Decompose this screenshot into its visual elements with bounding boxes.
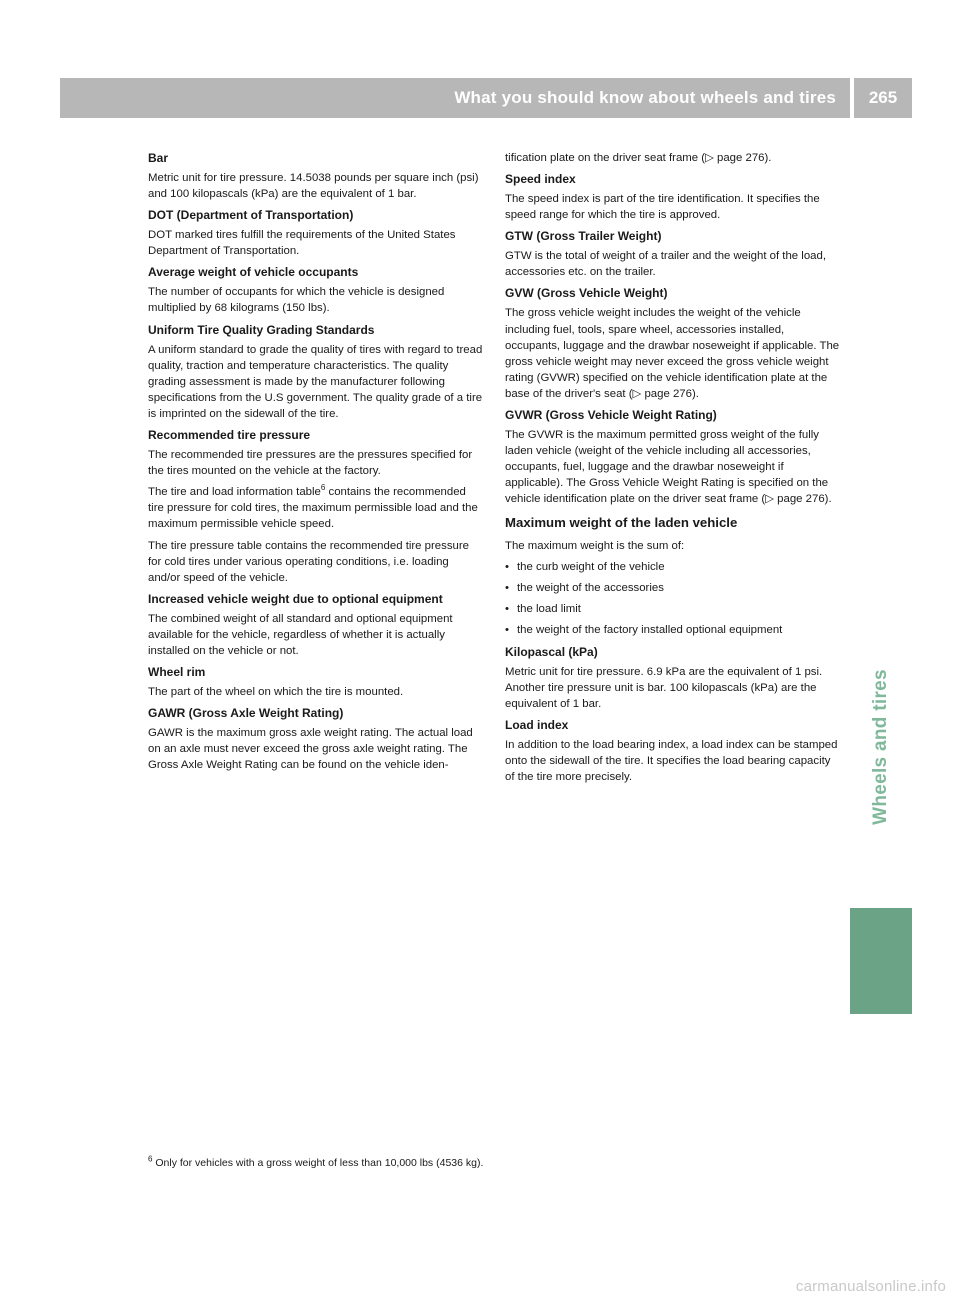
section-side-tab: [850, 586, 912, 1014]
term-definition: The GVWR is the maximum permitted gross weight of the fully laden vehicle (weight of the vehicle including all accessories, occupants, fuel, luggage and the drawbar noseweight if applicable). The Gross Vehicle Weight Rating is specified on the vehicle identification plate on the driver seat frame (▷ page 276).: [505, 429, 832, 506]
term-definition: GAWR is the maximum gross axle weight rating. The actual load on an axle must never exceed the gross axle weight rating. The Gross Axle Weight Rating can be found on the vehicle iden-: [148, 727, 473, 772]
footnote-ref: 6: [320, 483, 326, 493]
term-heading: Increased vehicle weight due to optional equipment: [148, 591, 443, 606]
side-tab-label-box: [850, 586, 912, 908]
footnote-marker: 6: [148, 1154, 153, 1164]
term-heading: Uniform Tire Quality Grading Standards: [148, 322, 375, 337]
footnote: [148, 1156, 848, 1170]
header-band: [60, 78, 960, 118]
right-column: [505, 150, 841, 791]
term-definition: GTW is the total of weight of a trailer and the weight of the load, accessories etc. on the trailer.: [505, 250, 827, 279]
term-definition: A uniform standard to grade the quality of tires with regard to tread quality, traction and temperature characteristics. The quality grading assessment is made by the manufacturer following specifications from the U.S government. The quality grade of a tire is imprinted on the sidewall of the tire.: [148, 343, 483, 420]
term-heading: Speed index: [505, 172, 576, 187]
page-header: [0, 0, 960, 138]
section-heading: Maximum weight of the laden vehicle: [505, 514, 738, 530]
term-definition-continued: [148, 484, 484, 532]
bullet-list: [505, 559, 841, 638]
page-title: What you should know about wheels and tires: [60, 78, 850, 118]
term-definition: The recommended tire pressures are the pressures specified for the tires mounted on the vehicle at the factory.: [148, 449, 473, 478]
page-number: 265: [854, 78, 912, 118]
list-item: • the curb weight of the vehicle: [505, 559, 841, 575]
watermark: carmanualsonline.info: [795, 1278, 946, 1295]
term-definition: In addition to the load bearing index, a load index can be stamped onto the sidewall of the tire. It specifies the load bearing capacity of the tire more precisely.: [505, 739, 838, 784]
list-item: • the weight of the accessories: [505, 580, 841, 596]
term-definition-continued: The tire pressure table contains the recommended tire pressure for cold tires under various operating conditions, i.e. loading and/or speed of the vehicle.: [148, 539, 469, 584]
term-definition: Metric unit for tire pressure. 6.9 kPa are the equivalent of 1 psi. Another tire pressure unit is bar. 100 kilopascals (kPa) are the equivalent of 1 bar.: [505, 665, 823, 711]
list-item: • the load limit: [505, 601, 841, 617]
footnote-text: Only for vehicles with a gross weight of less than 10,000 lbs (4536 kg).: [155, 1157, 484, 1169]
section-intro: The maximum weight is the sum of:: [505, 539, 685, 552]
list-item: • the weight of the factory installed optional equipment: [505, 622, 841, 638]
term-heading: Bar: [148, 151, 169, 165]
term-definition: The gross vehicle weight includes the weight of the vehicle including fuel, tools, spare wheel, accessories installed, occupants, luggage and the drawbar noseweight if applicable. The gross vehicle weight may never exceed the gross vehicle weight rating (GVWR) specified on the vehicle identification plate at the base of the driver's seat (▷ page 276).: [505, 307, 840, 400]
term-definition: The part of the wheel on which the tire is mounted.: [148, 686, 404, 699]
term-heading: GAWR (Gross Axle Weight Rating): [148, 706, 344, 721]
term-definition: The combined weight of all standard and optional equipment available for the vehicle, regardless of whether it is actually installed on the vehicle or not.: [148, 612, 453, 657]
term-heading: Kilopascal (kPa): [505, 644, 598, 659]
text-run: contains the recommended tire pressure for cold tires, the maximum permissible load and the maximum permissible vehicle speed.: [148, 486, 478, 531]
term-heading: DOT (Department of Transportation): [148, 208, 354, 223]
term-definition: DOT marked tires fulfill the requirements of the United States Department of Transportation.: [148, 229, 456, 258]
term-heading: Average weight of vehicle occupants: [148, 265, 359, 280]
side-tab-marker: [850, 908, 912, 1014]
term-heading: GVWR (Gross Vehicle Weight Rating): [505, 408, 717, 423]
side-tab-label: Wheels and tires: [870, 669, 892, 825]
term-definition: The number of occupants for which the vehicle is designed multiplied by 68 kilograms (150 lbs).: [148, 286, 445, 315]
left-column: [148, 150, 484, 778]
term-definition: The speed index is part of the tire identification. It specifies the speed range for which the tire is approved.: [505, 193, 820, 222]
term-definition: Metric unit for tire pressure. 14.5038 pounds per square inch (psi) and 100 kilopascals (kPa) are the equivalent of 1 bar.: [148, 172, 479, 201]
term-heading: Recommended tire pressure: [148, 428, 311, 443]
text-run: The tire and load information table: [148, 486, 321, 499]
term-definition-continued: tification plate on the driver seat frame (▷ page 276).: [505, 152, 772, 164]
term-heading: Load index: [505, 718, 569, 733]
term-heading: Wheel rim: [148, 665, 206, 680]
term-heading: GVW (Gross Vehicle Weight): [505, 286, 668, 301]
term-heading: GTW (Gross Trailer Weight): [505, 229, 662, 244]
